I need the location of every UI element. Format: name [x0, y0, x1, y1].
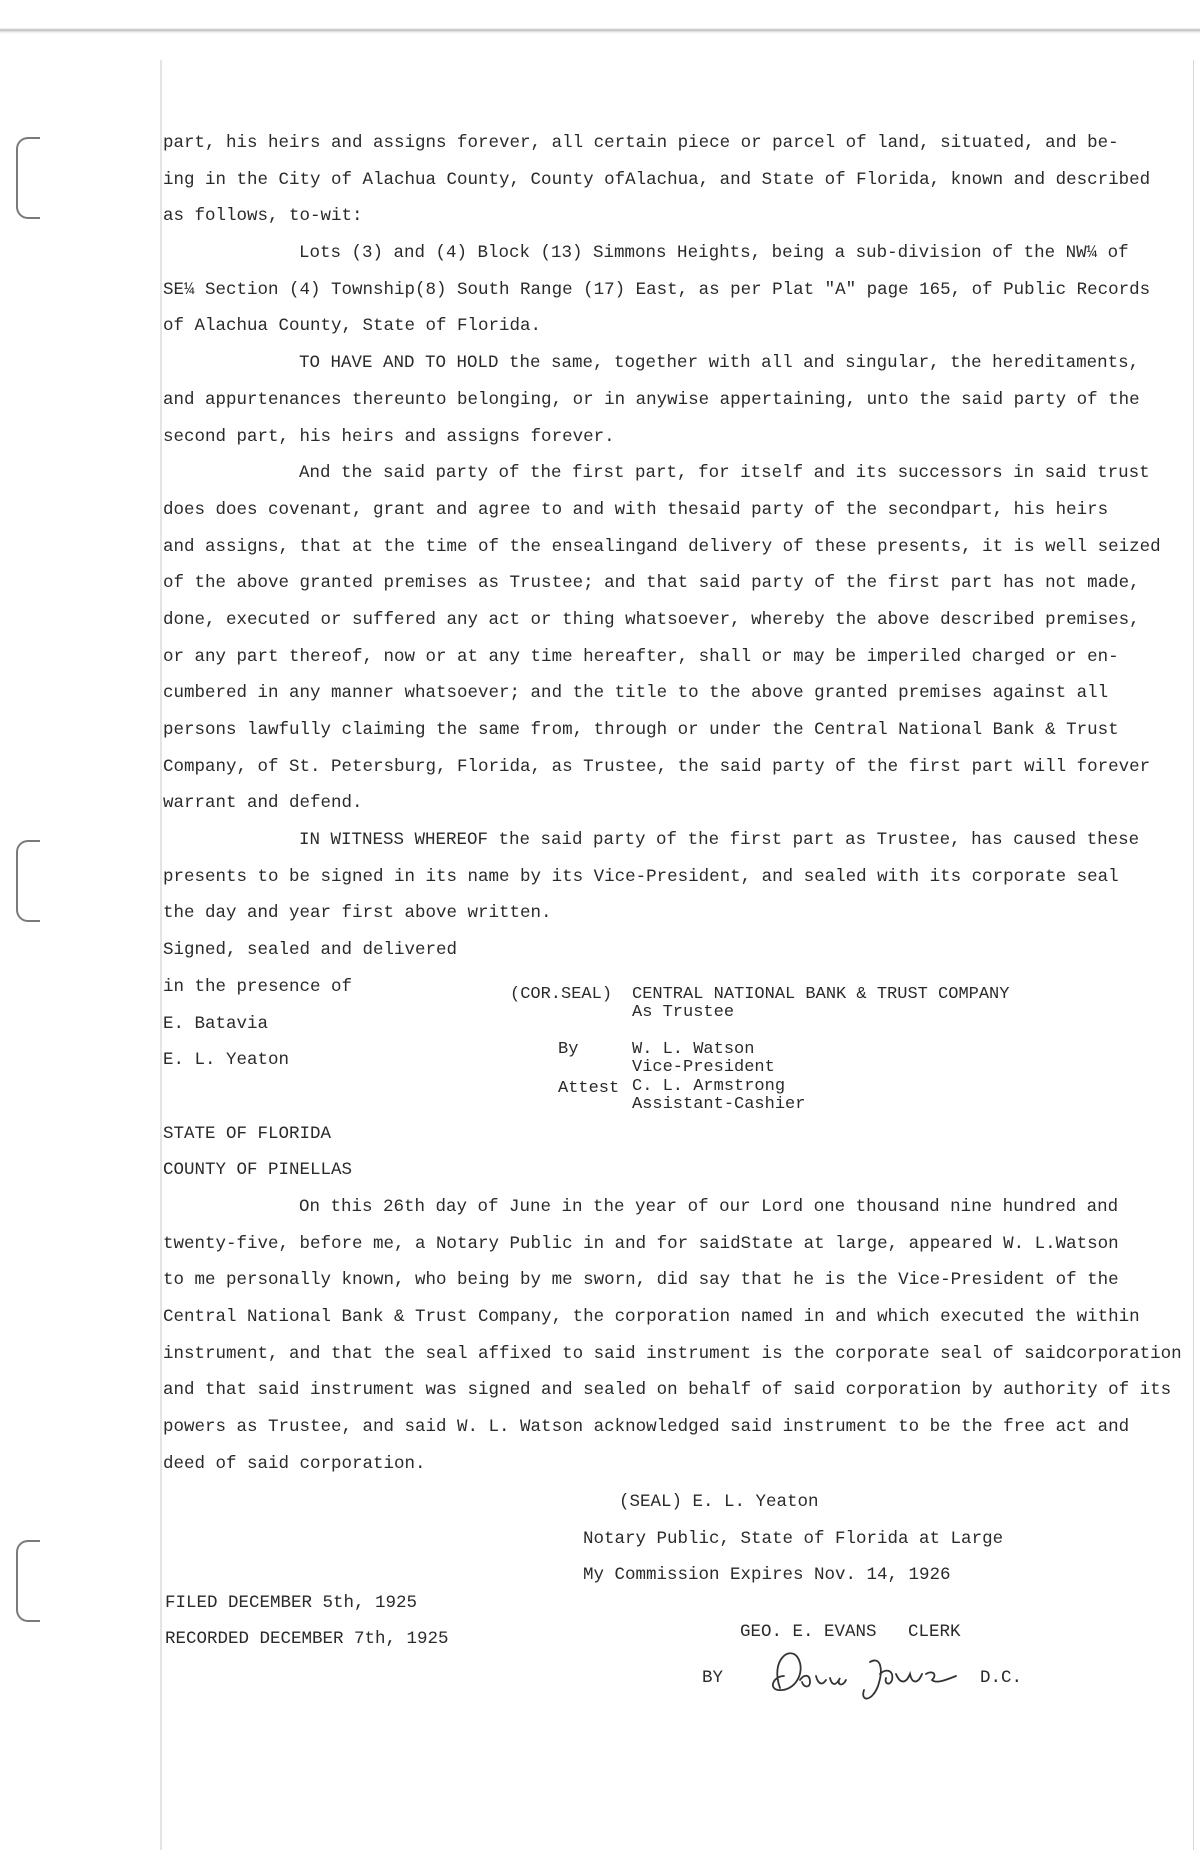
signer-name: W. L. Watson	[632, 1040, 755, 1059]
witness-presence: in the presence of	[163, 976, 353, 997]
deed-line: warrant and defend.	[163, 793, 363, 814]
notary-commission: My Commission Expires Nov. 14, 1926	[583, 1565, 951, 1586]
deed-line: done, executed or suffered any act or thing whatsoever, whereby the above described premises,	[163, 609, 1140, 630]
ack-line: instrument, and that the seal affixed to said instrument is the corporate seal of saidcorporation	[163, 1343, 1182, 1364]
deed-line: IN WITNESS WHEREOF the said party of the first part as Trustee, has caused these	[299, 830, 1140, 851]
deed-line: persons lawfully claiming the same from, through or under the Central National Bank & Trust	[163, 720, 1119, 740]
deed-line: second part, his heirs and assigns forever.	[163, 426, 615, 447]
ack-line: Central National Bank & Trust Company, the corporation named in and which executed the within	[163, 1307, 1140, 1327]
county-heading: COUNTY OF PINELLAS	[163, 1160, 353, 1181]
deputy-clerk-label: D.C.	[980, 1668, 1023, 1688]
attester-title: Assistant-Cashier	[632, 1095, 806, 1114]
deed-line: part, his heirs and assigns forever, all certain piece or parcel of land, situated, and be-	[163, 133, 1119, 153]
witness-name: E. Batavia	[163, 1013, 269, 1034]
notary-title: Notary Public, State of Florida at Large	[583, 1528, 1004, 1549]
deed-line: of Alachua County, State of Florida.	[163, 316, 542, 337]
deed-line: ing in the City of Alachua County, County ofAlachua, and State of Florida, known and described	[163, 169, 1151, 190]
ack-line: On this 26th day of June in the year of our Lord one thousand nine hundred and	[299, 1196, 1119, 1217]
deed-line: or any part thereof, now or at any time hereafter, shall or may be imperiled charged or en-	[163, 646, 1119, 667]
ack-line: to me personally known, who being by me sworn, did say that he is the Vice-President of the	[163, 1270, 1119, 1291]
witness-name: E. L. Yeaton	[163, 1050, 290, 1071]
company-capacity: As Trustee	[632, 1003, 735, 1022]
clerk-by-label: BY	[702, 1668, 724, 1688]
notary-seal-name: (SEAL) E. L. Yeaton	[619, 1492, 819, 1512]
deed-body	[163, 125, 1182, 1482]
by-label: By	[558, 1040, 579, 1059]
deed-line: does does covenant, grant and agree to and with thesaid party of the secondpart, his heirs	[163, 499, 1109, 520]
binder-hole-2	[16, 840, 40, 922]
deed-line: and appurtenances thereunto belonging, or in anywise appertaining, unto the said party of the	[163, 389, 1140, 410]
cor-seal-label: (COR.SEAL)	[510, 985, 613, 1004]
deed-line: Company, of St. Petersburg, Florida, as Trustee, the said party of the first part will forever	[163, 756, 1151, 777]
deed-line: SE¼ Section (4) Township(8) South Range (17) East, as per Plat "A" page 165, of Public Records	[163, 279, 1151, 300]
deed-line: TO HAVE AND TO HOLD the same, together with all and singular, the hereditaments,	[299, 353, 1140, 374]
filing-dates	[165, 1585, 449, 1657]
deed-line: of the above granted premises as Trustee; and that said party of the first part has not made,	[163, 573, 1140, 594]
deed-line: Signed, sealed and delivered	[163, 940, 458, 961]
recorded-date: RECORDED DECEMBER 7th, 1925	[165, 1629, 449, 1649]
ack-line: twenty-five, before me, a Notary Public in and for saidState at large, appeared W. L.Watson	[163, 1233, 1119, 1254]
scan-top-edge	[0, 0, 1200, 34]
signer-title: Vice-President	[632, 1058, 775, 1077]
company-block	[632, 986, 1009, 1022]
company-name: CENTRAL NATIONAL BANK & TRUST COMPANY	[632, 985, 1010, 1004]
binder-hole-3	[16, 1540, 40, 1622]
state-heading: STATE OF FLORIDA	[163, 1123, 332, 1144]
notary-block	[583, 1484, 1003, 1594]
deed-line: Lots (3) and (4) Block (13) Simmons Heights, being a sub-division of the NW¼ of	[299, 243, 1129, 264]
deed-line: the day and year first above written.	[163, 903, 552, 924]
deed-line: as follows, to-wit:	[163, 206, 363, 227]
attester-block	[632, 1078, 805, 1114]
ack-line: powers as Trustee, and said W. L. Watson acknowledged said instrument to be the free act and	[163, 1417, 1130, 1438]
deputy-signature	[760, 1640, 975, 1710]
deed-line: and assigns, that at the time of the ensealingand delivery of these presents, it is well seized	[163, 536, 1161, 557]
attester-name: C. L. Armstrong	[632, 1077, 786, 1096]
signer-block	[632, 1041, 775, 1077]
ack-line: and that said instrument was signed and sealed on behalf of said corporation by authority of its	[163, 1380, 1172, 1401]
deed-line: presents to be signed in its name by its Vice-President, and sealed with its corporate seal	[163, 866, 1119, 887]
margin-rule	[160, 60, 162, 1850]
deed-line: cumbered in any manner whatsoever; and the title to the above granted premises against all	[163, 683, 1109, 704]
binder-hole-1	[16, 137, 40, 219]
page-edge	[1193, 60, 1194, 1850]
attest-label: Attest	[558, 1079, 620, 1098]
deed-line: And the said party of the first part, for itself and its successors in said trust	[299, 463, 1150, 484]
filed-date: FILED DECEMBER 5th, 1925	[165, 1593, 418, 1613]
clerk-name: GEO. E. EVANS CLERK	[740, 1622, 961, 1642]
ack-line: deed of said corporation.	[163, 1453, 426, 1474]
